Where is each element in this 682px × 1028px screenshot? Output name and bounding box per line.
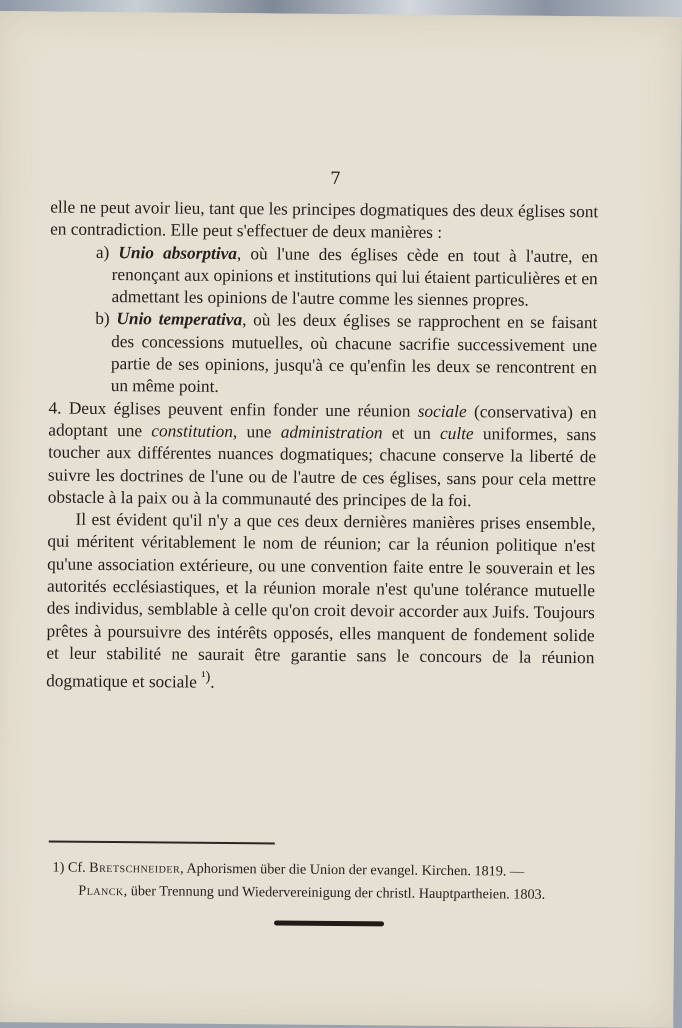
- item-4-text-5: uniformes, sans toucher aux différentes nuances dogmatiques; chacune conserve la liberté de suivre les doctrines de l'une ou de l'autre de ces églises, sans pour cela mettre obstacle à la paix ou à la communauté des principes de la foi.: [47, 424, 597, 511]
- item-a-term: Unio absorptiva: [118, 242, 238, 263]
- footnote-reference: ¹): [201, 669, 211, 686]
- page-body: [46, 196, 598, 697]
- item-4-emphasis-administration: administration: [280, 422, 383, 443]
- footnote-author-bretschneider: Bretschneider: [89, 859, 181, 877]
- page-number: 7: [330, 168, 342, 190]
- item-b-paragraph: [49, 308, 598, 402]
- conclusion-end: .: [210, 672, 215, 692]
- footnote-rule: [49, 840, 275, 844]
- footnote: [52, 857, 592, 908]
- conclusion-paragraph: [46, 509, 596, 698]
- item-4-text-4: et un: [391, 423, 431, 443]
- tailpiece-rule: [274, 920, 384, 926]
- footnote-marker: 1): [52, 859, 65, 876]
- item-b-term: Unio temperativa: [116, 309, 243, 330]
- item-b-marker: b): [95, 309, 110, 329]
- item-b-text: , où les deux églises se rapprochent en se faisant des concessions mutuelles, où chacune sacrifie successivement une partie de ses opinions, jusqu'à ce qu'enfin les deux se rencontrent en un même point.: [110, 310, 598, 397]
- footnote-continuation: [52, 880, 592, 908]
- intro-paragraph: elle ne peut avoir lieu, tant que les principes dogmatiques des deux églises sont en contradiction. Elle peut s'effectuer de deux manières :: [50, 197, 599, 243]
- item-4-text-1: Deux églises peuvent enfin fonder une réunion: [68, 398, 411, 421]
- item-4-emphasis-sociale: sociale: [417, 401, 467, 421]
- footnote-text-1: , Aphorismen über die Union der evangel. Kirchen. 1819. —: [180, 860, 525, 880]
- item-a-paragraph: [49, 241, 598, 313]
- item-4-text-2: (conservativa) en adoptant une: [48, 401, 597, 441]
- conclusion-text: Il est évident qu'il n'y a que ces deux dernières manières prises ensemble, qui méritent véritablement le nom de réunion; car la réunion politique n'est qu'une association extérieure, ou une convention faite entre le souverain et les autorités ecclésiastiques, et la réunion morale n'est qu'une tolérance mutuelle des individus, semblable à celle qu'on croit devoir accorder aux Juifs. Toujours prêtes à poursuivre des intérêts opposés, elles manquent de fondement solide et leur stabilité ne saurait être garantie sans le concours de la réunion dogmatique et sociale: [46, 509, 596, 692]
- item-4-marker: 4.: [48, 398, 62, 418]
- item-4-emphasis-constitution: constitution: [151, 421, 234, 442]
- item-a-text: , où l'une des églises cède en tout à l'autre, en renonçant aux opinions et institutions qui lui étaient particulières et en admettant les opinions de l'autre comme les siennes propres.: [111, 243, 598, 310]
- item-4-paragraph: [48, 397, 597, 513]
- footnote-text-2: , über Trennung und Wiedervereinigung der christl. Hauptpartheien. 1803.: [123, 883, 546, 903]
- footnote-author-planck: Planck: [78, 882, 124, 900]
- item-a-marker: a): [95, 242, 110, 262]
- item-4-emphasis-culte: culte: [439, 423, 474, 444]
- item-4-text-3: , une: [232, 422, 272, 442]
- footnote-cf: Cf.: [67, 859, 86, 876]
- book-page: [0, 11, 682, 1028]
